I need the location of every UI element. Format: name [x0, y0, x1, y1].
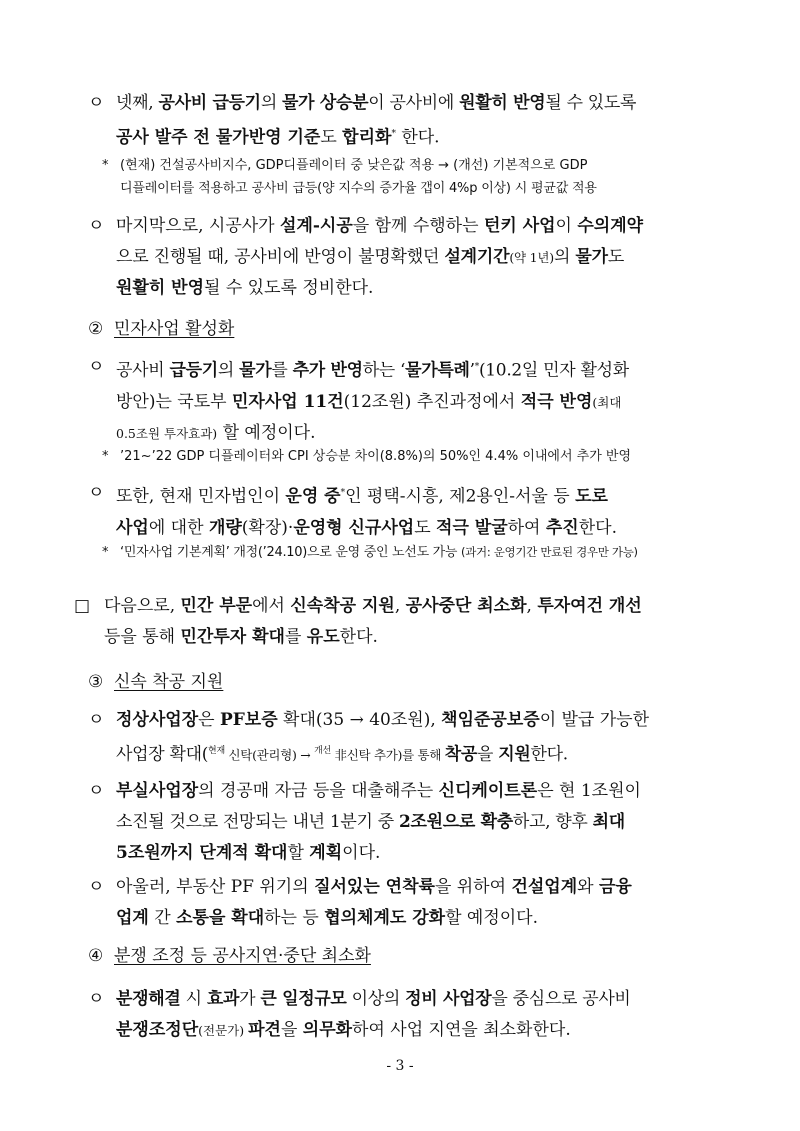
- para7-line3: 5조원까지 단계적 확대할 계획이다.: [116, 843, 381, 863]
- bullet-paragraph-7: [88, 776, 738, 869]
- section-heading-4: [88, 943, 371, 969]
- footnote-1: [102, 154, 742, 200]
- para9-line2: 분쟁조정단(전문가) 파견을 의무화하여 사업 지연을 최소화한다.: [116, 1020, 571, 1040]
- para1-line2: 공사 발주 전 물가반영 기준도 합리화* 한다.: [116, 127, 440, 148]
- bullet-paragraph-3: [88, 352, 738, 449]
- bullet-paragraph-8: [88, 872, 738, 934]
- page-number: - 3 -: [386, 1058, 414, 1074]
- section-number: ③: [88, 672, 104, 692]
- para3-line1: 공사비 급등기의 물가를 추가 반영하는 ‘물가특례’*(10.2일 민자 활성화: [116, 360, 629, 381]
- circle-bullet-icon: ㅇ: [88, 877, 105, 897]
- para4-line1: 또한, 현재 민자법인이 운영 중*인 평택-시흥, 제2용인-서울 등 도로: [116, 486, 608, 507]
- circle-bullet-icon: ㅇ: [88, 989, 105, 1009]
- bullet-paragraph-4: [88, 478, 738, 544]
- section-heading-3: [88, 669, 223, 695]
- section-title: 신속 착공 지원: [114, 672, 224, 692]
- note3-line1: ‘민자사업 기본계획’ 개정(’24.10)으로 운영 중인 노선도 가능 (과거: 운영기간 만료된 경우만 가능): [120, 545, 638, 560]
- note1-line2: 디플레이터를 적용하고 공사비 급등(양 지수의 증가율 갭이 4%p 이상) 시 평균값 적용: [120, 181, 597, 196]
- bullet-paragraph-6: [88, 705, 738, 771]
- para8-line2: 업계 간 소통을 확대하는 등 협의체계도 강화할 예정이다.: [116, 908, 538, 928]
- bullet-paragraph-2: [88, 211, 738, 304]
- para2-line1: 마지막으로, 시공사가 설계-시공을 함께 수행하는 턴키 사업이 수의계약: [116, 216, 644, 236]
- footnote-3: [102, 541, 752, 564]
- para7-line2: 소진될 것으로 전망되는 내년 1분기 중 2조원으로 확충하고, 향후 최대: [116, 812, 625, 832]
- footnote-2: [102, 445, 742, 468]
- section-title: 분쟁 조정 등 공사지연·중단 최소화: [114, 946, 371, 966]
- section-heading-2: [88, 316, 234, 342]
- asterisk-marker: *: [102, 158, 109, 173]
- section-number: ④: [88, 946, 104, 966]
- note1-line1: (현재) 건설공사비지수, GDP디플레이터 중 낮은값 적용 → (개선) 기본적으로 GDP: [120, 158, 588, 173]
- para3-line3: 0.5조원 투자효과) 할 예정이다.: [116, 422, 316, 443]
- para6-line1: 정상사업장은 PF보증 확대(35 → 40조원), 책임준공보증이 발급 가능한: [116, 710, 650, 730]
- bullet-paragraph-9: [88, 984, 738, 1046]
- asterisk-marker: *: [102, 545, 109, 560]
- para3-line2: 방안)는 국토부 민자사업 11건(12조원) 추진과정에서 적극 반영(최대: [116, 391, 622, 412]
- note2-line1: ’21~’22 GDP 디플레이터와 CPI 상승분 차이(8.8%)의 50%인 4.4% 이내에서 추가 반영: [120, 449, 632, 464]
- para5-line2: 등을 통해 민간투자 확대를 유도한다.: [104, 627, 378, 647]
- section-number: ②: [88, 319, 104, 339]
- para5-line1: 다음으로, 민간 부문에서 신속착공 지원, 공사중단 최소화, 투자여건 개선: [104, 596, 642, 616]
- circle-bullet-icon: ㅇ: [88, 483, 105, 503]
- para1-line1: 넷째, 공사비 급등기의 물가 상승분이 공사비에 원활히 반영될 수 있도록: [116, 93, 637, 113]
- circle-bullet-icon: ㅇ: [88, 93, 105, 113]
- circle-bullet-icon: ㅇ: [88, 216, 105, 236]
- circle-bullet-icon: ㅇ: [88, 710, 105, 730]
- para9-line1: 분쟁해결 시 효과가 큰 일정규모 이상의 정비 사업장을 중심으로 공사비: [116, 989, 631, 1009]
- circle-bullet-icon: ㅇ: [88, 781, 105, 801]
- section-title: 민자사업 활성화: [114, 319, 235, 339]
- para2-line2: 으로 진행될 때, 공사비에 반영이 불명확했던 설계기간(약 1년)의 물가도: [116, 247, 625, 267]
- square-bullet-icon: □: [74, 596, 91, 616]
- bullet-paragraph-1: [88, 88, 738, 154]
- para6-line2: 사업장 확대($^{현재}$ 신탁(관리형) → $^{개선}$ 非신탁 추가)를 통해 착공을 지원한다.: [116, 744, 568, 765]
- para8-line1: 아울러, 부동산 PF 위기의 질서있는 연착륙을 위하여 건설업계와 금융: [116, 877, 632, 897]
- square-bullet-paragraph: [74, 591, 744, 653]
- asterisk-marker: *: [102, 449, 109, 464]
- para4-line2: 사업에 대한 개량(확장)·운영형 신규사업도 적극 발굴하여 추진한다.: [116, 517, 617, 538]
- circle-bullet-icon: ㅇ: [88, 357, 105, 377]
- para2-line3: 원활히 반영될 수 있도록 정비한다.: [116, 278, 374, 298]
- para7-line1: 부실사업장의 경공매 자금 등을 대출해주는 신디케이트론은 현 1조원이: [116, 781, 641, 801]
